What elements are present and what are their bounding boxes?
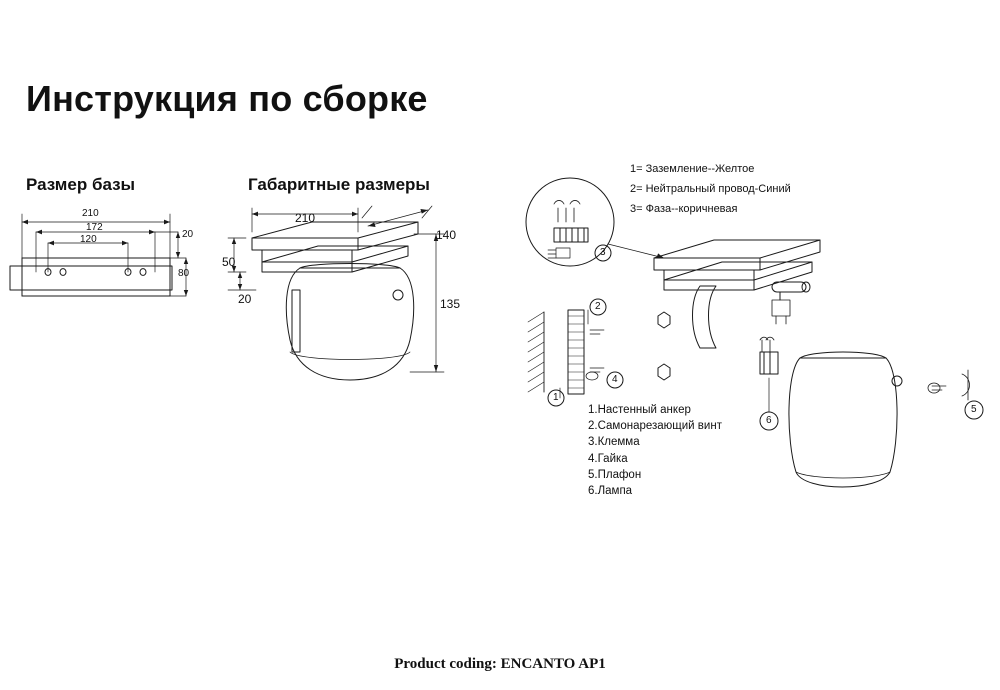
parts-list-item: 3.Клемма (588, 436, 640, 449)
dim-base-height-top: 20 (182, 229, 194, 240)
dim-bracket-height: 50 (222, 255, 236, 269)
dim-overall-width: 210 (295, 211, 316, 225)
dim-bracket-offset: 20 (238, 292, 252, 306)
wiring-legend-item: 2= Нейтральный провод-Синий (630, 183, 791, 195)
parts-list (588, 402, 722, 499)
callout-4: 4 (612, 374, 618, 385)
wiring-legend (630, 159, 791, 219)
section-heading-base-size: Размер базы (26, 175, 136, 194)
callout-1: 1 (553, 392, 559, 403)
parts-list-item: 4.Гайка (588, 452, 628, 465)
parts-list-item: 6.Лампа (588, 485, 633, 498)
callout-6: 6 (766, 415, 772, 426)
dim-base-hole-spacing: 120 (80, 234, 97, 245)
parts-list-item: 2.Самонарезающий винт (588, 420, 722, 433)
dim-base-width-total: 210 (82, 208, 99, 219)
dim-base-height-total: 80 (178, 268, 190, 279)
dim-base-width-inner: 172 (86, 222, 103, 233)
callout-5: 5 (971, 404, 977, 415)
dim-overall-depth: 140 (436, 228, 457, 242)
section-heading-overall-size: Габаритные размеры (248, 175, 430, 194)
page-title: Инструкция по сборке (26, 78, 428, 119)
dim-total-height: 135 (440, 297, 461, 311)
overall-dimensions-drawing (228, 206, 444, 380)
callout-3: 3 (600, 247, 606, 258)
wiring-legend-item: 3= Фаза--коричневая (630, 203, 738, 215)
parts-list-item: 1.Настенный анкер (588, 404, 691, 416)
product-coding-footer: Product coding: ENCANTO AP1 (394, 656, 606, 672)
parts-list-item: 5.Плафон (588, 468, 642, 481)
wiring-legend-item: 1= Заземление--Желтое (630, 163, 755, 175)
callout-2: 2 (595, 301, 601, 312)
